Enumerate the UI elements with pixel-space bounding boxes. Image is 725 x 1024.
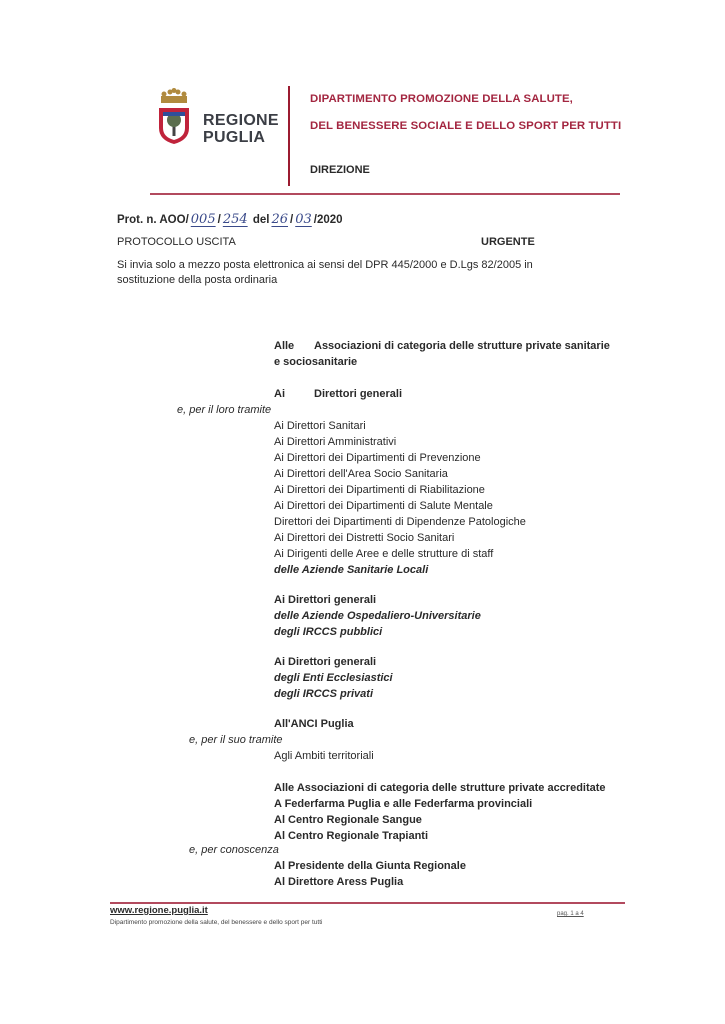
priority-label: URGENTE: [481, 236, 535, 248]
group3-head: Ai Direttori generali: [274, 656, 377, 668]
protocol-aoo-code: 005: [190, 212, 216, 227]
protocol-type: PROTOCOLLO USCITA: [117, 236, 236, 248]
protocol-day: 26: [271, 212, 289, 227]
header-divider: [288, 86, 290, 186]
protocol-month: 03: [295, 212, 312, 227]
protocol-del: del: [252, 214, 270, 226]
group2-head: Ai Direttori generali: [274, 594, 377, 606]
asl-recipient-8: Ai Direttori dei Distretti Socio Sanitari: [274, 532, 455, 544]
cc-recipient-2: Al Direttore Aress Puglia: [274, 876, 404, 888]
group2-line1: delle Aziende Ospedaliero-Universitarie: [274, 610, 481, 622]
other-recipient-4: Al Centro Regionale Trapianti: [274, 830, 429, 842]
footer-website-link[interactable]: www.regione.puglia.it: [110, 905, 208, 916]
alle-text2: e sociosanitarie: [274, 356, 358, 368]
asl-recipient-7: Direttori dei Dipartimenti di Dipendenze Patologiche: [274, 516, 526, 528]
protocol-year: /2020: [313, 214, 343, 226]
office-label: DIREZIONE: [310, 164, 370, 176]
asl-entity: delle Aziende Sanitarie Locali: [274, 564, 429, 576]
department-line1: DIPARTIMENTO PROMOZIONE DELLA SALUTE,: [310, 93, 573, 105]
alle-text1: Associazioni di categoria delle strutture private sanitarie: [314, 340, 610, 352]
shield-icon: [157, 106, 191, 146]
footer-department: Dipartimento promozione della salute, del benessere e dello sport per tutti: [110, 919, 323, 926]
asl-recipient-6: Ai Direttori dei Dipartimenti di Salute Mentale: [274, 500, 493, 512]
ai-text: Direttori generali: [314, 388, 403, 400]
other-recipient-2: A Federfarma Puglia e alle Federfarma provinciali: [274, 798, 533, 810]
protocol-number: Prot. n. AOO/ 005 / 254 del 26 / 03 /2020: [117, 212, 343, 227]
via-label-2: e, per il suo tramite: [189, 734, 283, 746]
group2-line2: degli IRCCS pubblici: [274, 626, 383, 638]
cc-label: e, per conoscenza: [189, 844, 279, 856]
asl-recipient-3: Ai Direttori dei Dipartimenti di Prevenzione: [274, 452, 481, 464]
regione-puglia-logo: [153, 88, 283, 154]
logo-line2: PUGLIA: [203, 129, 266, 146]
ai-label: Ai: [274, 388, 285, 400]
asl-recipient-1: Ai Direttori Sanitari: [274, 420, 366, 432]
group3-line1: degli Enti Ecclesiastici: [274, 672, 393, 684]
department-line2: DEL BENESSERE SOCIALE E DELLO SPORT PER TUTTI: [310, 120, 622, 132]
protocol-prefix: Prot. n. AOO/: [117, 214, 189, 226]
anci-recipient: All'ANCI Puglia: [274, 718, 354, 730]
asl-recipient-9: Ai Dirigenti delle Aree e delle strutture di staff: [274, 548, 494, 560]
alle-label: Alle: [274, 340, 295, 352]
other-recipient-1: Alle Associazioni di categoria delle strutture private accreditate: [274, 782, 606, 794]
cc-recipient-1: Al Presidente della Giunta Regionale: [274, 860, 466, 872]
asl-recipient-2: Ai Direttori Amministrativi: [274, 436, 397, 448]
protocol-num: 254: [222, 212, 248, 227]
footer-rule: [110, 902, 625, 904]
other-recipient-3: Al Centro Regionale Sangue: [274, 814, 422, 826]
header-rule: [150, 193, 620, 195]
ambiti-recipient: Agli Ambiti territoriali: [274, 750, 374, 762]
logo-line1: REGIONE: [203, 112, 279, 129]
footer-page-number: pag. 1 a 4: [557, 911, 584, 917]
sending-note: Si invia solo a mezzo posta elettronica ai sensi del DPR 445/2000 e D.Lgs 82/2005 in sostituzione della posta ordinaria: [117, 259, 533, 286]
asl-recipient-5: Ai Direttori dei Dipartimenti di Riabilitazione: [274, 484, 485, 496]
group3-line2: degli IRCCS privati: [274, 688, 374, 700]
logo-wordmark: [203, 112, 279, 146]
crown-icon: [159, 88, 189, 104]
asl-recipient-4: Ai Direttori dell'Area Socio Sanitaria: [274, 468, 448, 480]
via-label-1: e, per il loro tramite: [177, 404, 272, 416]
